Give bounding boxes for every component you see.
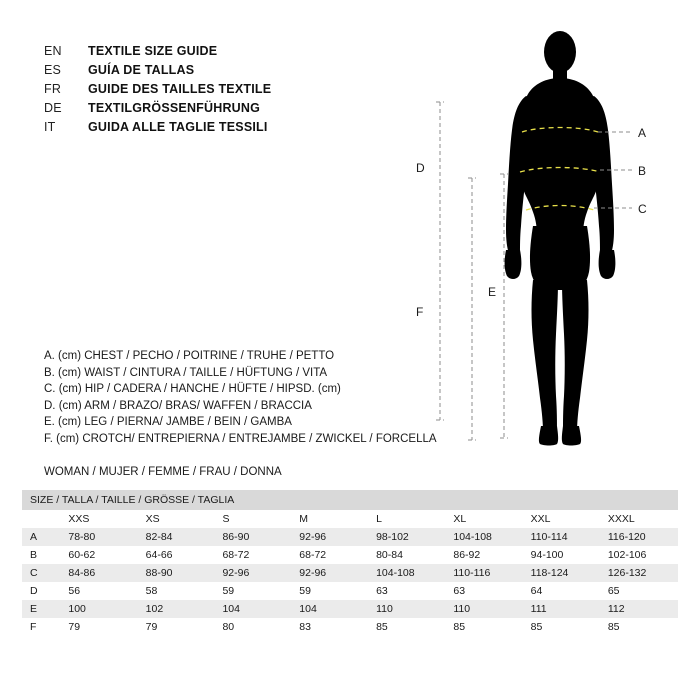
cell-d-xxs: 56 <box>60 582 137 600</box>
cell-a-xxs: 78-80 <box>60 528 137 546</box>
table-row <box>22 528 678 546</box>
table-row <box>22 600 678 618</box>
language-row-de <box>44 101 374 120</box>
table-row <box>22 546 678 564</box>
cell-d-s: 59 <box>214 582 291 600</box>
row-label-a: A <box>22 528 60 546</box>
cell-e-xs: 102 <box>138 600 215 618</box>
cell-c-xxs: 84-86 <box>60 564 137 582</box>
cell-e-m: 104 <box>291 600 368 618</box>
language-title-en: TEXTILE SIZE GUIDE <box>88 44 218 58</box>
legend-item-d: D. (cm) ARM / BRAZO/ BRAS/ WAFFEN / BRACCIA <box>44 399 312 412</box>
legend-item-a: A. (cm) CHEST / PECHO / POITRINE / TRUHE / PETTO <box>44 350 335 362</box>
cell-e-xl: 110 <box>445 600 522 618</box>
silhouette-icon <box>505 31 616 446</box>
marker-label-f: F <box>416 305 424 319</box>
language-title-es: GUÍA DE TALLAS <box>88 63 195 77</box>
cell-f-xl: 85 <box>445 618 522 636</box>
row-label-b: B <box>22 546 60 564</box>
cell-a-xxl: 110-114 <box>523 528 600 546</box>
cell-d-xxxl: 65 <box>600 582 678 600</box>
marker-label-a: A <box>638 126 647 140</box>
cell-c-xl: 110-116 <box>445 564 522 582</box>
cell-c-xs: 88-90 <box>138 564 215 582</box>
cell-b-xxs: 60-62 <box>60 546 137 564</box>
cell-d-xxl: 64 <box>523 582 600 600</box>
cell-b-s: 68-72 <box>214 546 291 564</box>
language-row-en <box>44 44 374 63</box>
legend-item-c: C. (cm) HIP / CADERA / HANCHE / HÜFTE / HIPSD. (cm) <box>44 383 341 395</box>
cell-b-l: 80-84 <box>368 546 445 564</box>
language-code-de: DE <box>44 101 62 115</box>
cell-b-xxxl: 102-106 <box>600 546 678 564</box>
language-row-it <box>44 120 374 139</box>
cell-d-l: 63 <box>368 582 445 600</box>
cell-f-s: 80 <box>214 618 291 636</box>
cell-c-s: 92-96 <box>214 564 291 582</box>
column-header-m: M <box>291 510 368 528</box>
header-corner <box>22 510 60 528</box>
cell-c-m: 92-96 <box>291 564 368 582</box>
cell-a-s: 86-90 <box>214 528 291 546</box>
table-header-row <box>22 510 678 528</box>
cell-a-xxxl: 116-120 <box>600 528 678 546</box>
marker-label-e: E <box>488 285 497 299</box>
cell-f-l: 85 <box>368 618 445 636</box>
vertical-guides <box>436 102 508 440</box>
column-header-s: S <box>214 510 291 528</box>
table-row <box>22 582 678 600</box>
marker-label-d: D <box>416 161 425 175</box>
cell-b-xxl: 94-100 <box>523 546 600 564</box>
cell-e-s: 104 <box>214 600 291 618</box>
column-header-xl: XL <box>445 510 522 528</box>
language-row-fr <box>44 82 374 101</box>
cell-b-m: 68-72 <box>291 546 368 564</box>
gender-label: WOMAN / MUJER / FEMME / FRAU / DONNA <box>44 466 282 478</box>
cell-d-xl: 63 <box>445 582 522 600</box>
table-title: SIZE / TALLA / TAILLE / GRÖSSE / TAGLIA <box>22 490 678 510</box>
legend-item-b: B. (cm) WAIST / CINTURA / TAILLE / HÜFTUNG / VITA <box>44 366 328 379</box>
row-label-f: F <box>22 618 60 636</box>
column-header-xxxl: XXXL <box>600 510 678 528</box>
language-title-it: GUIDA ALLE TAGLIE TESSILI <box>88 120 268 134</box>
cell-a-xs: 82-84 <box>138 528 215 546</box>
size-table <box>22 490 678 636</box>
language-title-block <box>44 44 374 139</box>
language-code-es: ES <box>44 63 62 77</box>
cell-f-xxxl: 85 <box>600 618 678 636</box>
column-header-xs: XS <box>138 510 215 528</box>
size-table-wrapper <box>22 490 678 636</box>
row-label-e: E <box>22 600 60 618</box>
language-row-es <box>44 63 374 82</box>
language-title-de: TEXTILGRÖSSENFÜHRUNG <box>88 101 261 115</box>
cell-a-l: 98-102 <box>368 528 445 546</box>
body-figure <box>400 20 680 460</box>
column-header-l: L <box>368 510 445 528</box>
cell-d-xs: 58 <box>138 582 215 600</box>
legend-item-e: E. (cm) LEG / PIERNA/ JAMBE / BEIN / GAMBA <box>44 416 292 428</box>
row-label-d: D <box>22 582 60 600</box>
table-title-row <box>22 490 678 510</box>
column-header-xxl: XXL <box>523 510 600 528</box>
cell-b-xl: 86-92 <box>445 546 522 564</box>
cell-f-m: 83 <box>291 618 368 636</box>
cell-e-xxs: 100 <box>60 600 137 618</box>
cell-f-xxs: 79 <box>60 618 137 636</box>
language-code-en: EN <box>44 44 62 58</box>
cell-a-m: 92-96 <box>291 528 368 546</box>
language-code-it: IT <box>44 120 56 134</box>
cell-b-xs: 64-66 <box>138 546 215 564</box>
table-row <box>22 618 678 636</box>
cell-e-l: 110 <box>368 600 445 618</box>
marker-label-c: C <box>638 202 647 216</box>
cell-a-xl: 104-108 <box>445 528 522 546</box>
cell-c-xxl: 118-124 <box>523 564 600 582</box>
language-title-fr: GUIDE DES TAILLES TEXTILE <box>88 82 272 96</box>
column-header-xxs: XXS <box>60 510 137 528</box>
language-code-fr: FR <box>44 82 62 96</box>
cell-e-xxl: 111 <box>523 600 600 618</box>
cell-c-l: 104-108 <box>368 564 445 582</box>
cell-f-xxl: 85 <box>523 618 600 636</box>
legend-item-f: F. (cm) CROTCH/ ENTREPIERNA / ENTREJAMBE / ZWICKEL / FORCELLA <box>44 432 437 445</box>
marker-label-b: B <box>638 164 647 178</box>
cell-e-xxxl: 112 <box>600 600 678 618</box>
cell-d-m: 59 <box>291 582 368 600</box>
cell-f-xs: 79 <box>138 618 215 636</box>
row-label-c: C <box>22 564 60 582</box>
table-row <box>22 564 678 582</box>
cell-c-xxxl: 126-132 <box>600 564 678 582</box>
